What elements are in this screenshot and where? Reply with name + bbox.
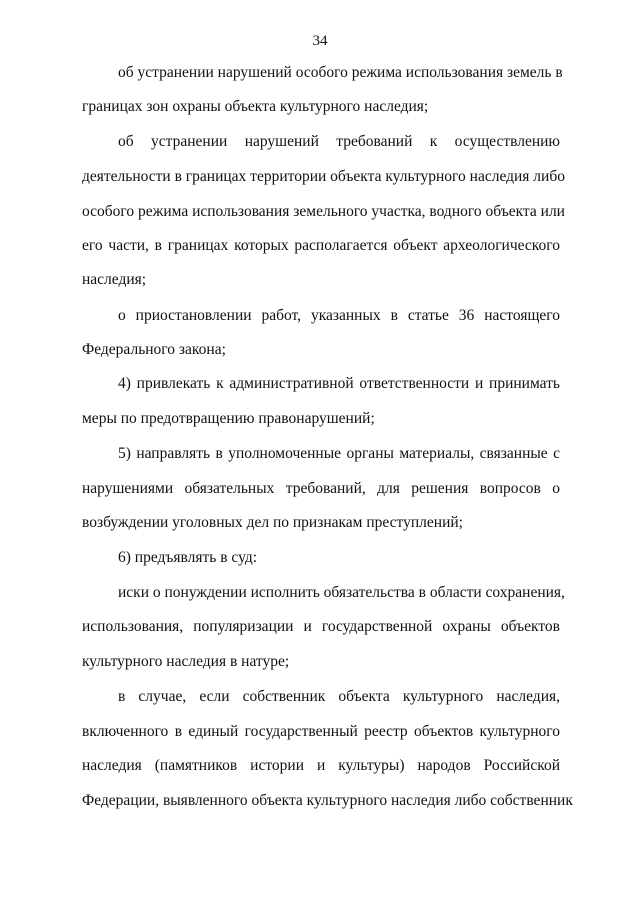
text-line: наследия; [82,271,147,288]
text-line: границах зон охраны объекта культурного наследия; [82,98,429,115]
text-line: деятельности в границах территории объекта культурного наследия либо [82,168,565,185]
text-line: особого режима использования земельного участка, водного объекта или [82,203,565,220]
text-line: меры по предотвращению правонарушений; [82,410,375,427]
text-line: о приостановлении работ, указанных в статье 36 настоящего [118,307,560,324]
text-line: его части, в границах которых располагается объект археологического [82,237,560,254]
text-line: возбуждении уголовных дел по признакам преступлений; [82,514,463,531]
text-line: Федерации, выявленного объекта культурного наследия либо собственник [82,792,573,809]
text-line: культурного наследия в натуре; [82,653,290,670]
text-line: об устранении нарушений особого режима использования земель в [118,64,563,81]
text-line: 6) предъявлять в суд: [118,549,258,566]
text-line: Федерального закона; [82,341,226,358]
text-line: иски о понуждении исполнить обязательства в области сохранения, [118,584,565,601]
text-line: наследия (памятников истории и культуры) народов Российской [82,757,560,774]
text-line: об устранении нарушений требований к осуществлению [118,133,560,150]
text-line: включенного в единый государственный реестр объектов культурного [82,723,560,740]
text-line: нарушениями обязательных требований, для решения вопросов о [82,480,560,497]
text-line: использования, популяризации и государственной охраны объектов [82,618,560,635]
text-line: 5) направлять в уполномоченные органы материалы, связанные с [118,445,560,462]
page-number: 34 [312,33,328,49]
text-line: в случае, если собственник объекта культурного наследия, [118,688,560,705]
text-line: 4) привлекать к административной ответственности и принимать [118,375,560,392]
